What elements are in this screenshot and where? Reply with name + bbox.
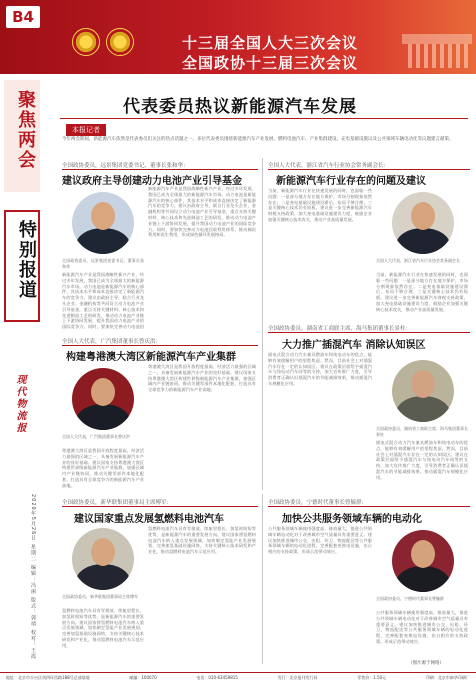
article-divider	[62, 169, 258, 170]
footer-postcode: 邮编：100070	[129, 675, 157, 680]
portrait-photo	[72, 528, 134, 590]
edition-date: 2020年5月26日 星期二 编辑：冯丽 版式：郭靖 校对：王霞	[30, 494, 36, 660]
page-number-label: B4	[6, 6, 40, 28]
article-body: 氢燃料电池汽车具有零排放、续航里程长、加氢时间短等优势，是新能源汽车的重要发展方向。建议国家将氢燃料电池汽车纳入重点发展领域，加快制定氢能产业发展规划，完善加氢基础设施网络，支持关键核心技术研发和产业化，推动氢燃料电池汽车示范应用。	[62, 608, 144, 648]
photo-credit: （图片源于网络）	[408, 661, 444, 666]
article-headline: 大力推广插混汽车 消除认知误区	[282, 340, 426, 351]
article-body-continued: 公共服务领域车辆使用强度高、排放量大，推进公共领域车辆电动化对于改善城市空气质量具有重要意义。建议加快推进城市公交、出租、环卫、物流配送等公共服务领域车辆的电动化进程，完善配套充换电设施，出台相应的支持政策，形成示范带动效应。	[376, 610, 468, 644]
header-title-line1: 十三届全国人大三次会议	[181, 34, 358, 52]
reporter-tag: 本报记者	[66, 124, 106, 136]
special-report-box	[4, 210, 40, 322]
article-headline: 建议国家重点发展氢燃料电池汽车	[74, 514, 224, 525]
page-footer	[0, 672, 476, 683]
article-body-continued: 氢燃料电池汽车具有零排放、续航里程长、加氢时间短等优势，是新能源汽车的重要发展方向。建议国家将氢燃料电池汽车纳入重点发展领域，加快制定氢能产业发展规划，完善加氢基础设施网络，支持关键核心技术研发和产业化，推动氢燃料电池汽车示范应用。	[148, 526, 256, 555]
column-divider	[262, 494, 263, 664]
portrait-photo	[392, 530, 454, 592]
article-divider	[268, 506, 470, 507]
article-headline: 加快公共服务领域车辆的电动化	[282, 514, 422, 525]
portrait-photo	[72, 192, 134, 254]
article-kicker: 全国政协委员，宁德时代董事长曾毓群：	[268, 500, 368, 506]
intro-paragraph: 今年两会期间，新能源汽车依然是代表委员们关注的热点话题之一。多位代表委员围绕新能源汽车产业发展、燃料电池汽车、产业集群建设、充电基础设施以及公共领域车辆电动化等议题建言献策。	[62, 137, 454, 142]
section-banner	[4, 80, 40, 192]
footer-printer: 印刷：北京市新华印刷厂	[425, 675, 470, 680]
cppcc-emblem-icon	[106, 28, 134, 56]
article-body-continued: 粤港澳大湾区是我国开放程度最高、经济活力最强的区域之一，具备发展新能源汽车产业的良好基础。建议国家支持粤港澳大湾区构建世界级新能源汽车产业集群，加强区域内产业链协同，推动关键零部件本地化配套，打造具有全球竞争力的新能源汽车产业高地。	[148, 364, 256, 393]
footer-address: 地址：北京市丰台区南四环西路188号总部基地	[6, 675, 90, 680]
article-headline: 构建粤港澳大湾区新能源汽车产业集群	[66, 352, 236, 363]
article-body-continued: 当前，新能源汽车行业在快速发展的同时，也面临一些问题：一是部分地方存在地方保护，市场分割现象依然存在；二是充电基础设施建设滞后，布局不够合理；三是关键核心技术仍有短板。建议进一步完善新能源汽车财税支持政策，加大充电基础设施建设力度，鼓励企业加强关键核心技术攻关，推动产业高质量发展。	[376, 272, 468, 312]
footer-distribution: 发行：北京报刊发行局	[277, 675, 318, 680]
article-body: 公共服务领域车辆使用强度高、排放量大，推进公共领域车辆电动化对于改善城市空气质量具有重要意义。建议加快推进城市公交、出租、环卫、物流配送等公共服务领域车辆的电动化进程，完善配套充换电设施，出台相应的支持政策，形成示范带动效应。	[268, 526, 372, 555]
title-divider	[60, 118, 468, 119]
article-body: 当前，新能源汽车行业在快速发展的同时，也面临一些问题：一是部分地方存在地方保护，市场分割现象依然存在；二是充电基础设施建设滞后，布局不够合理；三是关键核心技术仍有短板。建议进一步完善新能源汽车财税支持政策，加大充电基础设施建设力度，鼓励企业加强关键核心技术攻关，推动产业高质量发展。	[268, 188, 372, 222]
column-divider	[262, 318, 263, 490]
article-kicker: 全国政协委员，新华联集团董事局主席傅军：	[62, 500, 173, 506]
left-rail	[0, 74, 44, 674]
article-divider	[62, 345, 258, 346]
article-divider	[62, 506, 258, 507]
section-title: 聚焦两会	[15, 90, 36, 170]
great-hall-icon	[402, 30, 472, 68]
article-body: 新能源汽车产业是我国战略性新兴产业，经过多年发展，我国已成为全球最大的新能源汽车市场。动力电池是新能源汽车的核心部件，其技术水平和成本直接决定了新能源汽车的竞争力。建议由政府主导，联合行业龙头企业、金融机构等共同设立动力电池产业引导基金，重点支持关键材料、核心技术和先进制造工艺的研发，推动动力电池产业链上下游协同发展，提升我国动力电池产业的国际竞争力。同时，要加快完善动力电池回	[62, 272, 144, 330]
portrait-caption: 全国政协委员，宁德时代董事长曾毓群	[376, 596, 444, 601]
header-title-line2: 全国政协十三届三次会议	[181, 54, 358, 72]
portrait-photo	[72, 368, 134, 430]
portrait-caption: 全国政协委员，远景集团党委书记、董事长张和华	[62, 258, 144, 269]
portrait-photo	[392, 192, 454, 254]
article-kicker: 全国政协委员，远景集团党委书记、董事长张和华：	[62, 163, 189, 169]
page-header	[0, 0, 476, 74]
article-body-continued: 新能源汽车产业是我国战略性新兴产业，经过多年发展，我国已成为全球最大的新能源汽车市场。动力电池是新能源汽车的核心部件，其技术水平和成本直接决定了新能源汽车的竞争力。建议由政府主导，联合行业龙头企业、金融机构等共同设立动力电池产业引导基金，重点支持关键材料、核心技术和先进制造工艺的研发，推动动力电池产业链上下游协同发展，提升我国动力电池产业的国际竞争力。同时，要加快完善动力电池回收利用体系，推动梯次利用和再生利用，形成绿色循环发展格局。	[148, 186, 256, 238]
article-kicker: 全国人大代表，浙江省汽车行业协会常务副会长：	[268, 163, 390, 169]
footer-price: 零售价：1.50元	[357, 675, 387, 680]
article-body: 插电式混合动力汽车兼具燃油车和纯电动车的优点，能够有效缓解用户的里程焦虑。然而，目前社会上对插混汽车存在一定的认知误区。建议在政策层面给予插混汽车与纯电动汽车同等的支持，加大宣传推广力度，引导消费者正确认识插混汽车的节能减排效果，推动插混汽车规模化应用。	[268, 352, 372, 386]
special-report-title: 特别报道	[16, 220, 37, 300]
portrait-caption: 全国政协委员，湖南省工商联主席、海马集团董事长景柱	[376, 426, 468, 437]
national-emblem-icon	[72, 28, 100, 56]
page-main-title: 代表委员热议新能源汽车发展	[123, 97, 357, 117]
portrait-caption: 全国人大代表，广汽集团董事长曾庆洪	[62, 434, 130, 439]
article-body-continued: 插电式混合动力汽车兼具燃油车和纯电动车的优点，能够有效缓解用户的里程焦虑。然而，目前社会上对插混汽车存在一定的认知误区。建议在政策层面给予插混汽车与纯电动汽车同等的支持，加大宣传推广力度，引导消费者正确认识插混汽车的节能减排效果，推动插混汽车规模化应用。	[376, 440, 468, 480]
live-logistics-label: 现代物流报	[14, 374, 25, 434]
article-body: 粤港澳大湾区是我国开放程度最高、经济活力最强的区域之一，具备发展新能源汽车产业的良好基础。建议国家支持粤港澳大湾区构建世界级新能源汽车产业集群，加强区域内产业链协同，推动关键零部件本地化配套，打造具有全球竞争力的新能源汽车产业高地。	[62, 448, 144, 488]
column-divider	[262, 158, 263, 336]
article-divider	[268, 332, 470, 333]
portrait-caption: 全国政协委员，新华联集团董事局主席傅军	[62, 594, 138, 599]
article-kicker: 全国政协委员，湖南省工商联主席、海马集团董事长景柱：	[268, 326, 412, 332]
footer-phone: 电话：010-63459815	[196, 675, 238, 680]
article-divider	[268, 169, 470, 170]
portrait-photo	[392, 360, 454, 422]
article-headline: 建议政府主导创建动力电池产业引导基金	[62, 176, 242, 187]
article-kicker: 全国人大代表，广汽集团董事长曾庆洪：	[62, 339, 162, 345]
portrait-caption: 全国人大代表，浙江省汽车行业协会常务副会长	[376, 258, 460, 263]
article-headline: 新能源汽车行业存在的问题及建议	[276, 176, 426, 187]
